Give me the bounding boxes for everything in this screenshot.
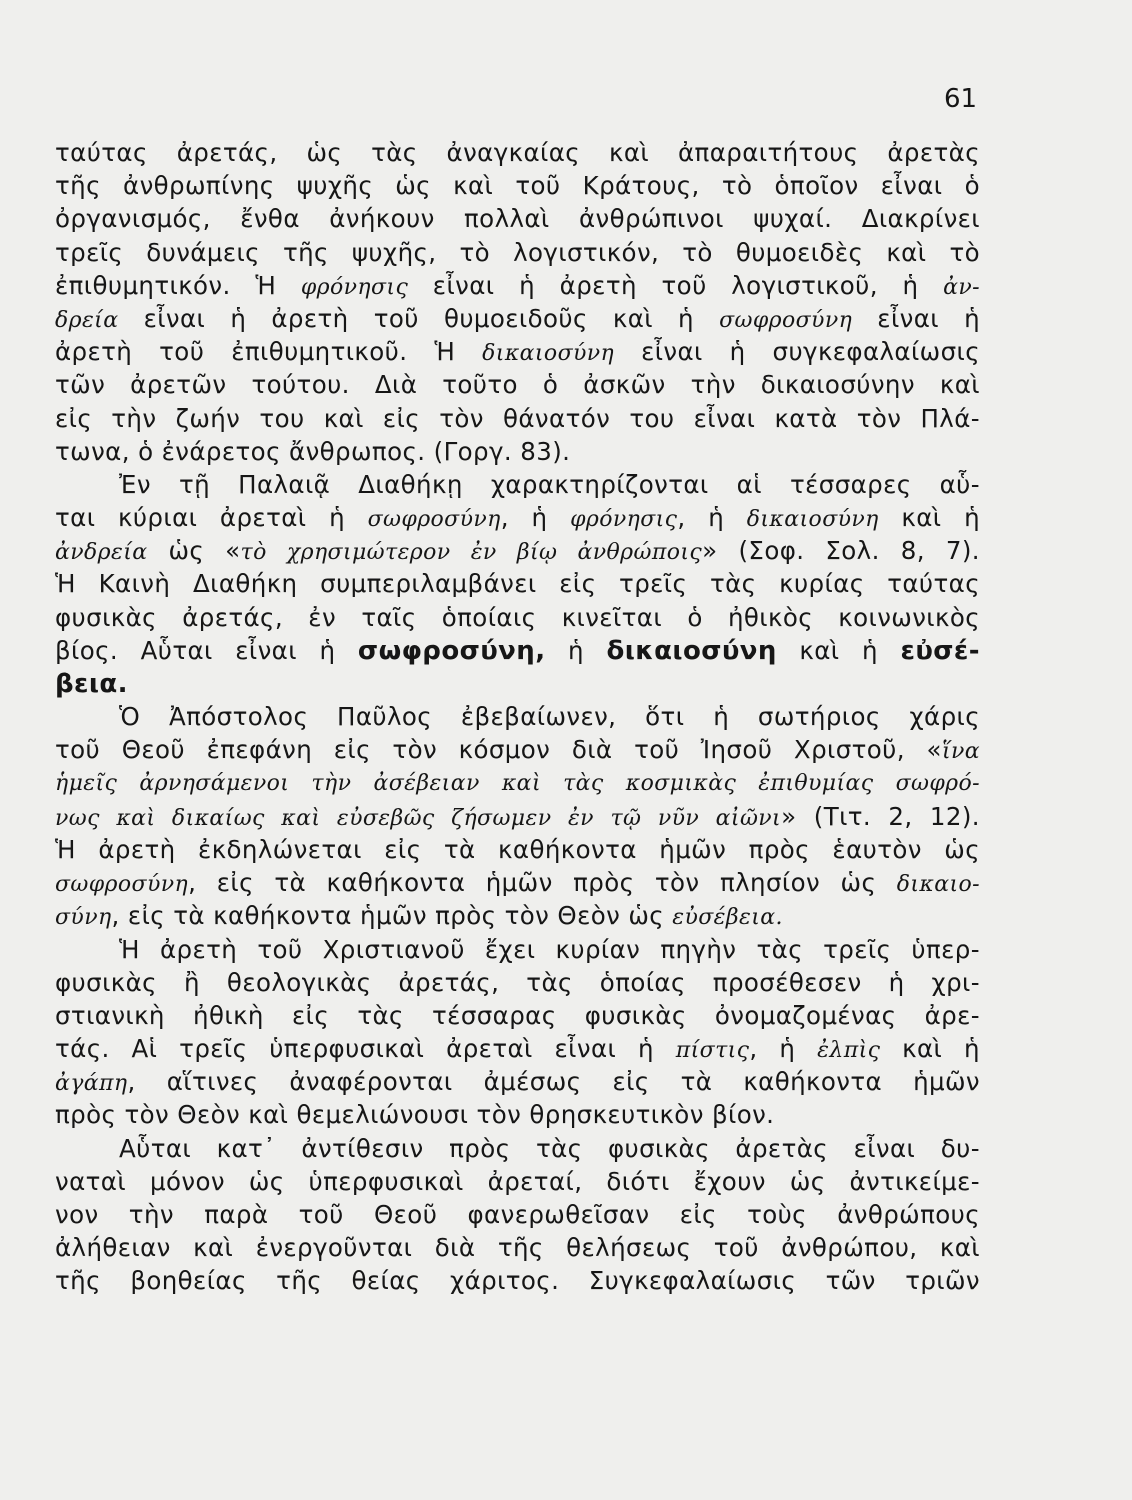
- text-run: ται κύριαι ἀρεταὶ ἡ: [55, 503, 368, 533]
- text-run: » (Σοφ. Σολ. 8, 7).: [702, 536, 980, 566]
- text-line: φυσικὰς ἢ θεολογικὰς ἀρετάς, τὰς ὁποίας προσέθεσεν ἡ χρι-: [55, 967, 980, 997]
- text-run: ἀρετὴ τοῦ ἐπιθυμητικοῦ. Ἡ: [55, 337, 483, 367]
- text-run: καὶ ἡ: [880, 1034, 980, 1064]
- text-run: ἐπιθυμητικόν. Ἡ: [55, 270, 301, 300]
- quotation: νως καὶ δικαίως καὶ εὐσεβῶς ζήσωμεν ἐν τῷ νῦν αἰῶνι: [55, 805, 782, 831]
- text-line: ταύτας ἀρετάς, ὡς τὰς ἀναγκαίας καὶ ἀπαραιτήτους ἀρετὰς: [55, 138, 980, 167]
- text-line: ὀργανισμός, ἔνθα ἀνήκουν πολλαὶ ἀνθρώπινοι ψυχαί. Διακρίνει: [55, 204, 980, 234]
- emphasis-term: δικαιοσύνη: [482, 341, 615, 367]
- text-line: εἰς τὴν ζωήν του καὶ εἰς τὸν θάνατόν του εἶναι κατὰ τὸν Πλά-: [55, 403, 980, 433]
- paragraph-1: [55, 136, 980, 468]
- text-line: [55, 899, 980, 932]
- text-run: τάς. Αἱ τρεῖς ὑπερφυσικαὶ ἀρεταὶ εἶναι ἡ: [55, 1034, 676, 1064]
- text-line: ναταὶ μόνον ὡς ὑπερφυσικαὶ ἀρεταί, διότι ἔχουν ὡς ἀντικείμε-: [55, 1166, 980, 1196]
- text-run: » (Τιτ. 2, 12).: [781, 801, 980, 831]
- text-run: , ἡ: [677, 503, 747, 533]
- text-run: , ἡ: [749, 1034, 818, 1064]
- text-line: τρεῖς δυνάμεις τῆς ψυχῆς, τὸ λογιστικόν, τὸ θυμοειδὲς καὶ τὸ: [55, 237, 980, 267]
- emphasis-term: σωφροσύνη: [367, 507, 501, 533]
- text-line: Ἡ ἀρετὴ τοῦ Χριστιανοῦ ἔχει κυρίαν πηγὴν τὰς τρεῖς ὑπερ-: [119, 934, 980, 964]
- text-run: εἶναι ἡ: [852, 303, 980, 333]
- text-line: Ἡ Καινὴ Διαθήκη συμπεριλαμβάνει εἰς τρεῖς τὰς κυρίας ταύτας: [55, 569, 980, 599]
- emphasis-term: ἀνδρεία: [55, 540, 148, 566]
- bold-term: βεια.: [55, 669, 128, 699]
- emphasis-term: ἀγάπη: [55, 1071, 128, 1097]
- text-line: [55, 534, 980, 567]
- text-run: , εἰς τὰ καθήκοντα ἡμῶν πρὸς τὸν πλησίον ὡς: [188, 868, 897, 898]
- text-line: [55, 269, 980, 302]
- text-line: νον τὴν παρὰ τοῦ Θεοῦ φανερωθεῖσαν εἰς τοὺς ἀνθρώπους: [55, 1200, 980, 1229]
- text-line: τῶν ἀρετῶν τούτου. Διὰ τοῦτο ὁ ἀσκῶν τὴν δικαιοσύνην καὶ: [55, 370, 980, 400]
- bold-term: σωφροσύνη,: [357, 635, 546, 666]
- text-line: [55, 501, 980, 534]
- emphasis-term: εὐσέβεια.: [672, 905, 783, 931]
- emphasis-term: δρεία: [55, 307, 119, 333]
- text-line: [55, 634, 980, 667]
- emphasis-term: δικαιο-: [896, 872, 980, 898]
- body-text: [55, 136, 980, 1298]
- emphasis-term: πίστις: [675, 1038, 750, 1064]
- paragraph-2: [55, 468, 980, 700]
- text-run: βίος. Αὗται εἶναι ἡ: [55, 635, 358, 665]
- text-line: [55, 733, 980, 766]
- text-line: [55, 866, 980, 899]
- text-run: εἶναι ἡ ἀρετὴ τοῦ λογιστικοῦ, ἡ: [408, 270, 944, 300]
- text-line: στιανικὴ ἠθικὴ εἰς τὰς τέσσαρας φυσικὰς ὀνομαζομένας ἀρε-: [55, 1000, 980, 1030]
- paragraph-3: [55, 700, 980, 932]
- text-line: Αὗται κατ᾽ ἀντίθεσιν πρὸς τὰς φυσικὰς ἀρετὰς εἶναι δυ-: [119, 1133, 980, 1163]
- text-line: [55, 1065, 980, 1098]
- text-run: ἡ: [545, 635, 607, 665]
- text-line: Ἡ ἀρετὴ ἐκδηλώνεται εἰς τὰ καθήκοντα ἡμῶν πρὸς ἑαυτὸν ὡς: [55, 834, 980, 864]
- emphasis-term: φρόνησις: [570, 507, 678, 533]
- text-run: , ἡ: [500, 503, 571, 533]
- paragraph-4: [55, 933, 980, 1132]
- emphasis-term: σωφροσύνη: [719, 307, 853, 333]
- quotation: τὸ χρησιμώτερον ἐν βίῳ ἀνθρώποις: [240, 540, 703, 566]
- bold-term: δικαιοσύνη: [606, 635, 777, 666]
- page-number: 61: [944, 84, 978, 114]
- text-line: [55, 335, 980, 368]
- text-run: καὶ ἡ: [776, 635, 901, 665]
- text-run: , εἰς τὰ καθήκοντα ἡμῶν πρὸς τὸν Θεὸν ὡς: [111, 901, 673, 931]
- text-line: [55, 800, 980, 833]
- text-line: Ἐν τῇ Παλαιᾷ Διαθήκῃ χαρακτηρίζονται αἱ τέσσαρες αὗ-: [119, 469, 980, 499]
- quotation: ἵνα: [941, 739, 980, 765]
- text-run: καὶ ἡ: [878, 503, 980, 533]
- text-run: εἶναι ἡ ἀρετὴ τοῦ θυμοειδοῦς καὶ ἡ: [118, 303, 720, 333]
- emphasis-term: σωφροσύνη: [55, 872, 189, 898]
- text-line: ἀλήθειαν καὶ ἐνεργοῦνται διὰ τῆς θελήσεως τοῦ ἀνθρώπου, καὶ: [55, 1233, 980, 1263]
- text-run: , αἵτινες ἀναφέρονται ἀμέσως εἰς τὰ καθήκοντα ἡμῶν: [127, 1067, 980, 1097]
- text-run: ὡς «: [147, 536, 241, 566]
- text-line: πρὸς τὸν Θεὸν καὶ θεμελιώνουσι τὸν θρησκευτικὸν βίον.: [55, 1100, 775, 1130]
- emphasis-term: ἐλπὶς: [817, 1038, 881, 1064]
- emphasis-term: δικαιοσύνη: [746, 507, 879, 533]
- text-line: [55, 1032, 980, 1065]
- text-run: τοῦ Θεοῦ ἐπεφάνη εἰς τὸν κόσμον διὰ τοῦ Ἰησοῦ Χριστοῦ, «: [55, 735, 942, 765]
- text-line: Ὁ Ἀπόστολος Παῦλος ἐβεβαίωνεν, ὅτι ἡ σωτήριος χάρις: [119, 702, 980, 732]
- text-line: τῆς ἀνθρωπίνης ψυχῆς ὡς καὶ τοῦ Κράτους, τὸ ὁποῖον εἶναι ὁ: [55, 171, 980, 201]
- emphasis-term: σύνη: [55, 905, 112, 931]
- text-line: [55, 667, 980, 700]
- text-line: τωνα, ὁ ἐνάρετος ἄνθρωπος. (Γοργ. 83).: [55, 436, 571, 466]
- text-run: εἶναι ἡ συγκεφαλαίωσις: [614, 337, 980, 367]
- paragraph-5: [55, 1132, 980, 1298]
- emphasis-term: ἀν-: [943, 274, 981, 300]
- text-line: τῆς βοηθείας τῆς θείας χάριτος. Συγκεφαλαίωσις τῶν τριῶν: [55, 1266, 980, 1296]
- quotation-line: ἡμεῖς ἀρνησάμενοι τὴν ἀσέβειαν καὶ τὰς κοσμικὰς ἐπιθυμίας σωφρό-: [55, 770, 980, 796]
- emphasis-term: φρόνησις: [300, 274, 409, 300]
- text-line: [55, 302, 980, 335]
- bold-term: εὐσέ-: [900, 635, 980, 666]
- text-line: φυσικὰς ἀρετάς, ἐν ταῖς ὁποίαις κινεῖται ὁ ἠθικὸς κοινωνικὸς: [55, 602, 980, 632]
